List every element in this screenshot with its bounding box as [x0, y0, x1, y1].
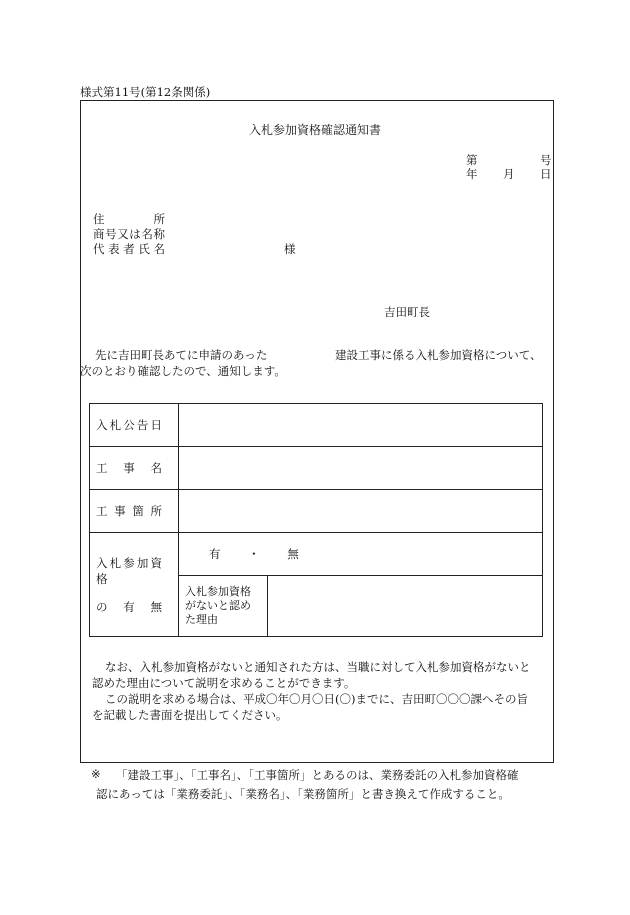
representative-label: 代表者氏名 [93, 242, 165, 256]
announce-date-label: 入札公告日 [90, 404, 179, 447]
date-day: 日 [540, 167, 552, 181]
body-text-line1b: 建設工事に係る入札参加資格について、 [335, 348, 542, 362]
note-line4: を記載した書面を提出してください。 [92, 708, 288, 722]
number-prefix: 第 [466, 153, 478, 167]
address-label: 住所 [93, 212, 165, 226]
table-row [90, 490, 543, 533]
table-row [90, 404, 543, 447]
form-number-label: 様式第11号(第12条関係) [80, 85, 211, 99]
choice-yes[interactable]: 有 [209, 547, 221, 561]
work-name-field[interactable] [179, 447, 543, 490]
reason-label: 入札参加資格 がないと認め た理由 [179, 576, 268, 637]
note-line1: なお、入札参加資格がないと通知された方は、当職に対して入札参加資格がないと [105, 660, 531, 674]
note-line3: この説明を求める場合は、平成〇年〇月〇日(〇)までに、吉田町〇〇〇課へその旨 [105, 692, 528, 706]
qualification-choice[interactable] [179, 533, 543, 576]
announce-date-field[interactable] [179, 404, 543, 447]
work-place-label: 工事箇所 [90, 490, 179, 533]
work-name-label: 工事名 [90, 447, 179, 490]
footnote-line1: 「建設工事」、「工事名」、「工事箇所」とあるのは、業務委託の入札参加資格確 [116, 768, 519, 782]
info-table [89, 403, 543, 637]
date-year: 年 [466, 167, 478, 181]
issuer-name: 吉田町長 [384, 305, 430, 319]
choice-dot: ・ [248, 547, 260, 561]
document-title: 入札参加資格確認通知書 [248, 123, 381, 137]
qualification-label: 入札参加資格 の有無 [90, 533, 179, 637]
honorific: 様 [284, 242, 296, 256]
table-row [90, 533, 543, 576]
choice-no[interactable]: 無 [287, 547, 299, 561]
number-suffix: 号 [540, 153, 552, 167]
footnote-mark: ※ [91, 767, 101, 781]
note-line2: 認めた理由について説明を求めることができます。 [92, 676, 356, 690]
work-place-field[interactable] [179, 490, 543, 533]
trade-name-label: 商号又は名称 [93, 227, 165, 241]
date-month: 月 [503, 167, 515, 181]
footnote-line2: 認にあっては「業務委託」、「業務名」、「業務箇所」と書き換えて作成すること。 [96, 787, 510, 801]
table-row [90, 447, 543, 490]
reason-field[interactable] [268, 576, 543, 637]
body-text-line2: 次のとおり確認したので、通知します。 [80, 364, 286, 378]
body-text-line1a: 先に吉田町長あてに申請のあった [95, 348, 268, 362]
